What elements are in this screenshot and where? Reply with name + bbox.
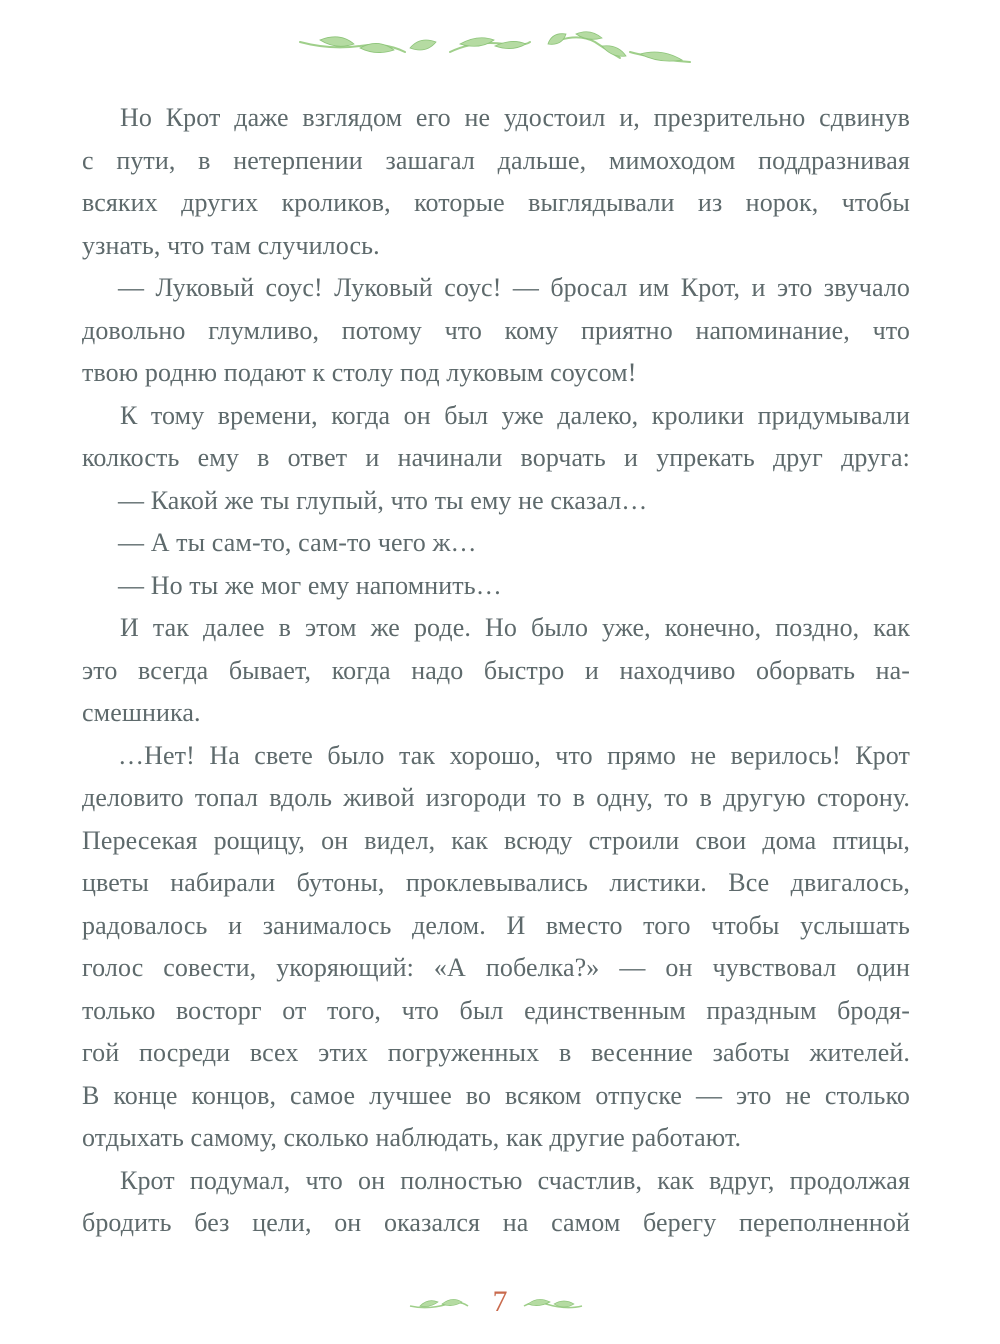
text-line: смешника. — [82, 698, 201, 727]
text-line: колкость ему в ответ и начинали ворчать и упрекать друг друга: — [82, 443, 910, 472]
text-line: голос совести, укоряющий: «А побелка?» — он чувствовал один — [82, 953, 910, 982]
text-line: довольно глумливо, потому что кому приятно напоминание, что — [82, 315, 910, 345]
text-line: К тому времени, когда он был уже далеко, кролики придумывали — [120, 400, 910, 430]
text-line: гой посреди всех этих погруженных в весенние заботы жителей. — [82, 1038, 910, 1067]
page-number: 7 — [492, 1285, 508, 1318]
text-line: отдыхать самому, сколько наблюдать, как другие работают. — [82, 1123, 742, 1152]
text-line: деловито топал вдоль живой изгороди то в одну, то в другую сторону. — [82, 783, 910, 812]
leaf-1 — [320, 37, 354, 46]
text-line: радовалось и занималось делом. И вместо того чтобы услышать — [82, 910, 910, 940]
footer-leaf-right-ornament — [522, 1290, 584, 1314]
text-line: с пути, в нетерпении зашагал дальше, мимоходом поддразнивая — [82, 145, 910, 175]
top-vine-ornament — [290, 22, 710, 78]
leaf-4 — [460, 38, 494, 47]
text-line: это всегда бывает, когда надо быстро и находчиво оборвать на- — [82, 655, 910, 685]
text-line: твою родню подают к столу под луковым соусом! — [82, 358, 637, 387]
footer-leaf-left-ornament — [408, 1290, 470, 1314]
leaf-9 — [640, 52, 682, 61]
text-line: только восторг от того, что был единственным праздным бродя- — [82, 995, 910, 1025]
body-text — [82, 97, 910, 1245]
text-line: …Нет! На свете было так хорошо, что прямо не верилось! Крот — [118, 740, 910, 770]
text-line: цветы набирали бутоны, проклевывались листики. Все двигалось, — [82, 868, 910, 897]
leaf-3 — [410, 40, 436, 50]
text-line: бродить без цели, он оказался на самом берегу переполненной — [82, 1208, 910, 1237]
text-line: Пересекая рощицу, он видел, как всюду строили свои дома птицы, — [82, 825, 910, 855]
text-line: — Но ты же мог ему напомнить… — [118, 570, 502, 600]
text-line: узнать, что там случилось. — [82, 230, 380, 260]
text-line: В конце концов, самое лучшее во всяком отпуске — это не столько — [82, 1080, 910, 1110]
text-line: Но Крот даже взглядом его не удостоил и, презрительно сдвинув — [120, 103, 910, 132]
leaf-6 — [548, 34, 566, 45]
page-footer — [0, 1282, 1000, 1322]
text-line: всяких других кроликов, которые выглядывали из норок, чтобы — [82, 188, 910, 217]
text-line: Крот подумал, что он полностью счастлив, как вдруг, продолжая — [120, 1165, 910, 1195]
text-line: — Луковый соус! Луковый соус! — бросал им Крот, и это звучало — [118, 273, 910, 302]
text-line: — Какой же ты глупый, что ты ему не сказал… — [118, 485, 648, 515]
text-line: — А ты сам-то, сам-то чего ж… — [118, 528, 477, 557]
leaf-8 — [602, 46, 626, 57]
text-line: И так далее в этом же роде. Но было уже, конечно, поздно, как — [120, 613, 910, 642]
